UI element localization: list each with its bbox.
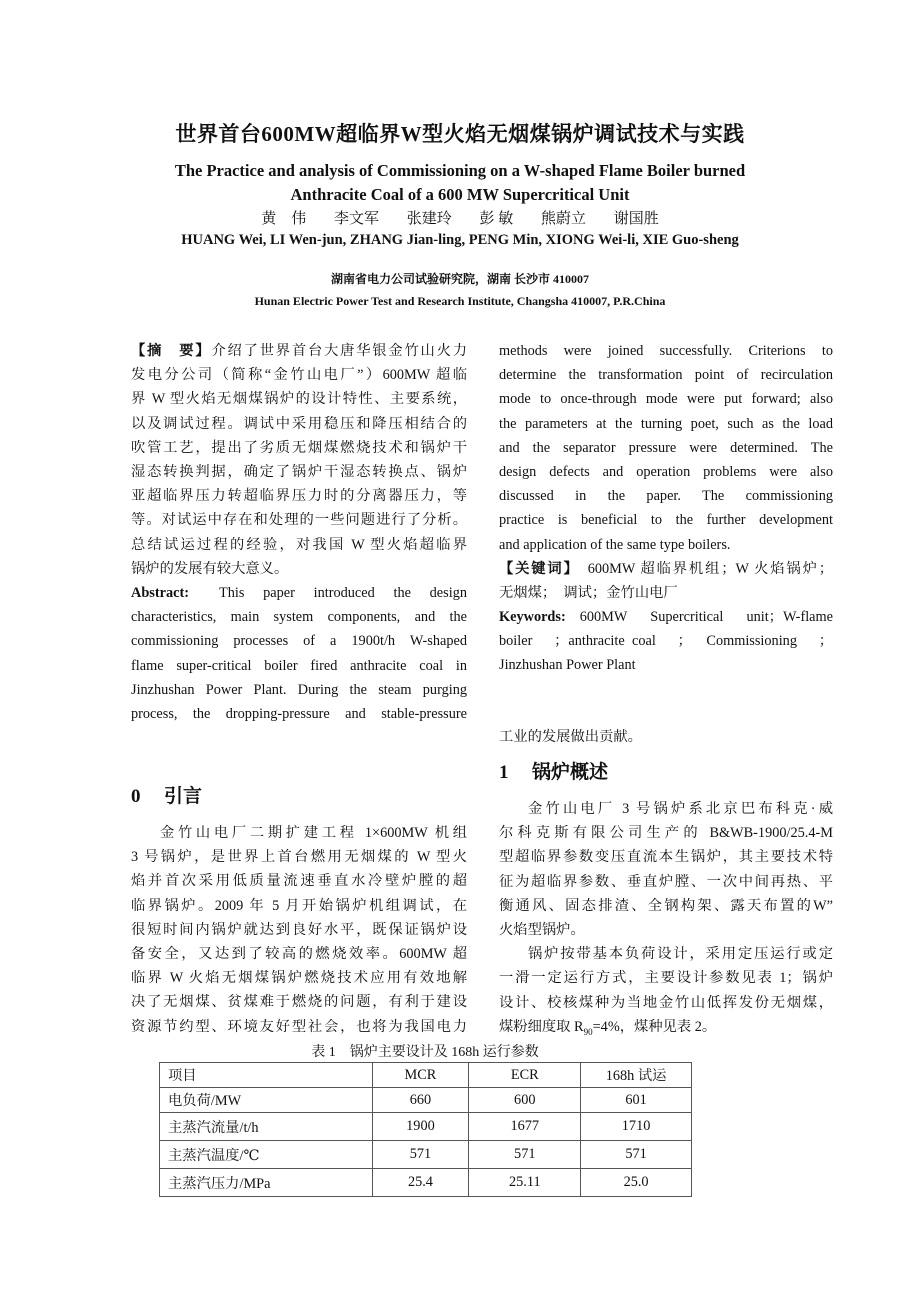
paper-title-cn: 世界首台600MW超临界W型火焰无烟煤锅炉调试技术与实践 [175,122,745,146]
section-heading-1: 1 锅炉概述 [499,762,609,783]
body-line: 临界 W 火焰无烟煤锅炉燃烧技术应用有效地解 [131,970,467,987]
table-row [160,1169,692,1197]
table-cell: 25.4 [372,1169,469,1197]
authors-cn [0,207,920,228]
author-cn: 黄 伟 [261,211,307,227]
paper-title-en-line2: Anthracite Coal of a 600 MW Supercritical Unit [290,185,630,204]
abstract-en-line: determine the transformation point of recirculation [499,367,833,384]
body-line: 金竹山电厂二期扩建工程 1×600MW 机组 [160,825,467,841]
abstract-cn-line: 以及调试过程。调试中采用稳压和降压相结合的 [131,415,467,432]
author-cn: 谢国胜 [613,211,659,227]
body-line: 设计、校核煤种为当地金竹山低挥发份无烟煤， [499,994,833,1011]
author-cn: 张建玲 [406,211,452,227]
abstract-cn-line: 锅炉的发展有较大意义。 [131,560,289,577]
table-cell: 600 [469,1088,581,1113]
table-header-cell: MCR [372,1063,469,1088]
body-line: 尔科克斯有限公司生产的 B&WB-1900/25.4-M [499,825,833,842]
section0-continued [499,725,833,749]
table-cell: 1677 [469,1113,581,1141]
abstract-en-line: practice is beneficial to the further development [499,512,833,529]
abstract-en-line: discussed in the paper. The commissioning [499,488,833,505]
abstract-en-line: Jinzhushan Power Plant. During the steam purging [131,681,467,698]
table-cell: 主蒸汽温度/℃ [160,1141,373,1169]
keywords-en: Keywords: 600MW Supercritical unit；W-flame [499,609,833,626]
table-cell: 571 [581,1141,692,1169]
keywords-cn-line2: 无烟煤； 调试；金竹山电厂 [499,584,678,601]
abstract-en-line: characteristics, main system components, and the [131,609,467,626]
body-line: 征为超临界参数、垂直炉膛、一次中间再热、平 [499,873,833,890]
abstract-cn-line: 湿态转换判据，确定了锅炉干湿态转换点、锅炉 [131,463,467,480]
body-line: 决了无烟煤、贫煤难于燃烧的问题，有利于建设 [131,994,467,1011]
abstract-cn-line: 亚超临界压力转超临界压力时的分离器压力，等 [131,488,467,505]
authors-en: HUANG Wei, LI Wen-jun, ZHANG Jian-ling, PENG Min, XIONG Wei-li, XIE Guo-sheng [181,232,739,248]
abstract-en-label: Abstract: [131,585,189,601]
table-row [160,1088,692,1113]
author-cn: 彭 敏 [479,211,514,227]
section0-body [131,821,467,1039]
table-cell: 660 [372,1088,469,1113]
abstract-cn-line: 界 W 型火焰无烟煤锅炉的设计特性、主要系统， [131,391,467,408]
keywords-en-line3: Jinzhushan Power Plant [499,657,636,674]
body-line: 工业的发展做出贡献。 [499,729,642,745]
body-line: 一滑一定运行方式，主要设计参数见表 1；锅炉 [499,970,833,987]
abstract-en-line: flame super-critical boiler fired anthracite coal in [131,657,467,674]
abstract-cn-line: 发电分公司（简称“金竹山电厂”）600MW 超临 [131,367,467,384]
table-header-row [160,1063,692,1088]
body-line: 锅炉按带基本负荷设计，采用定压运行或定 [528,946,833,963]
table1 [159,1062,692,1197]
table-cell: 25.11 [469,1169,581,1197]
table-cell: 571 [372,1141,469,1169]
body-line: 金竹山电厂 3 号锅炉系北京巴布科克·威 [528,801,833,817]
table1-caption: 表 1 锅炉主要设计及 168h 运行参数 [311,1045,539,1060]
abstract-en-line: design defects and operation problems were also [499,463,833,480]
body-line: 很短时间内锅炉就达到良好水平，既保证锅炉设 [131,921,467,938]
abstract-en-left [131,581,467,726]
abstract-cn-line: 吹管工艺，提出了劣质无烟煤燃烧技术和锅炉干 [131,439,467,456]
abstract-en-right [499,339,833,678]
table-cell: 电负荷/MW [160,1088,373,1113]
table-cell: 25.0 [581,1169,692,1197]
table-cell: 1710 [581,1113,692,1141]
table-header-cell: 项目 [160,1063,373,1088]
body-line: 火焰型锅炉。 [499,921,585,938]
body-line: 备安全，又达到了较高的燃烧效率。600MW 超 [131,945,467,962]
abstract-en-line: the parameters at the turning poet, such as the load [499,415,833,432]
abstract-en-line: commissioning processes of a 1900t/h W-shaped [131,633,467,650]
body-line: 型超临界参数变压直流本生锅炉，其主要技术特 [499,849,833,866]
author-cn: 熊蔚立 [541,211,587,227]
table-row [160,1141,692,1169]
abstract-en-line: and the separator pressure were determined. The [499,439,833,456]
abstract-cn [131,339,467,581]
abstract-cn-line: 总结试运过程的经验，对我国 W 型火焰超临界 [131,536,467,553]
body-line: 焰并首次采用低质量流速垂直水冷壁炉膛的超 [131,873,467,890]
abstract-en-line: Abstract: This paper introduced the design [131,585,467,601]
abstract-en-line: process, the dropping-pressure and stable-pressure [131,705,467,722]
paper-title-en-line1: The Practice and analysis of Commissioning on a W-shaped Flame Boiler burned [174,161,746,180]
keywords-en-label: Keywords: [499,609,566,626]
body-line: 3 号锅炉，是世界上首台燃用无烟煤的 W 型火 [131,849,467,866]
table-cell: 571 [469,1141,581,1169]
table-cell: 1900 [372,1113,469,1141]
table-cell: 主蒸汽压力/MPa [160,1169,373,1197]
body-line: 煤粉细度取 $R_{90}=4\%$，煤种见表 2。 [499,1018,717,1037]
table-cell: 601 [581,1088,692,1113]
affiliation-cn: 湖南省电力公司试验研究院，湖南 长沙市 410007 [330,272,589,286]
abstract-cn-line: 等。对试运中存在和处理的一些问题进行了分析。 [131,512,467,529]
section-heading-0: 0 引言 [131,786,203,807]
abstract-en-line: and application of the same type boilers. [499,536,731,553]
body-line: 衡通风、固态排渣、全钢构架、露天布置的W” [499,897,833,914]
keywords-en-line2: boiler ；anthracite coal ； Commissioning ； [499,633,833,650]
author-cn: 李文军 [333,211,379,227]
table-row [160,1113,692,1141]
section1-body [499,797,833,1039]
abstract-cn-line: 【摘 要】介绍了世界首台大唐华银金竹山火力 [131,343,468,359]
abstract-en-line: methods were joined successfully. Criterions to [499,343,833,359]
abstract-en-line: mode to once-through mode were put forward; also [499,391,833,408]
table-cell: 主蒸汽流量/t/h [160,1113,373,1141]
affiliation-en: Hunan Electric Power Test and Research Institute, Changsha 410007, P.R.China [254,294,666,308]
keywords-cn-label: 【关键词】 [499,560,580,577]
body-line: 资源节约型、环境友好型社会，也将为我国电力 [131,1018,467,1035]
table-header-cell: ECR [469,1063,581,1088]
abstract-cn-label: 【摘 要】 [131,343,212,359]
keywords-cn: 【关键词】 600MW 超临界机组；W 火焰锅炉； [499,560,834,577]
table-header-cell: 168h 试运 [581,1063,692,1088]
body-line: 临界锅炉。2009 年 5 月开始锅炉机组调试，在 [131,897,467,914]
